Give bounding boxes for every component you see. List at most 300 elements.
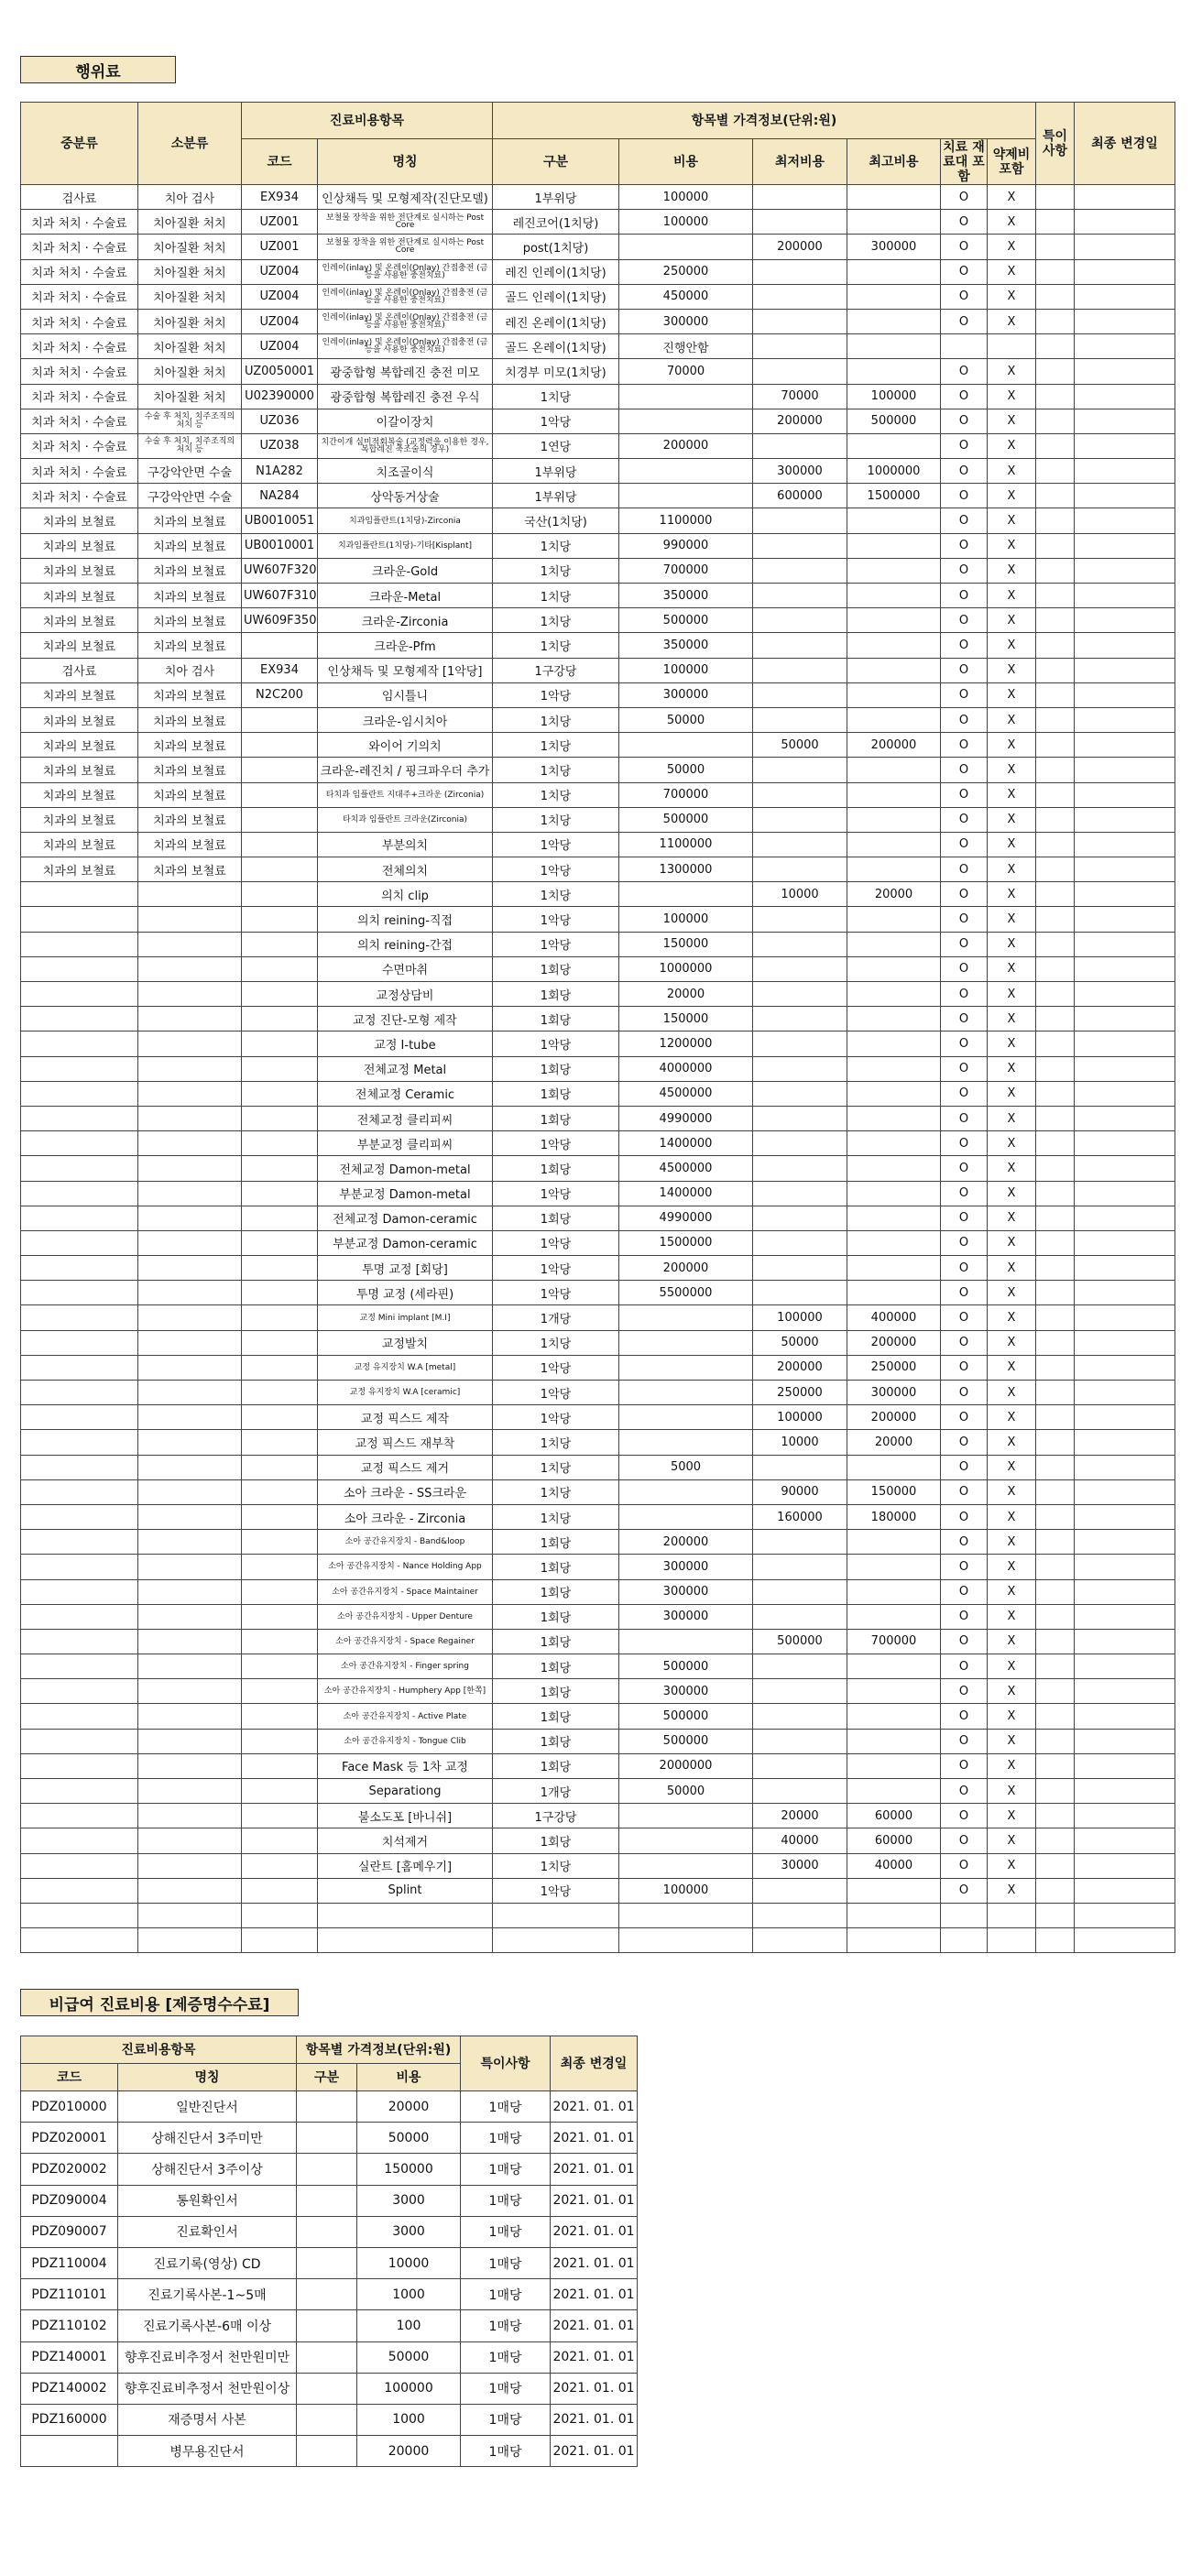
cell-changed: 2021. 01. 01 xyxy=(551,2185,638,2216)
cell-max-cost xyxy=(847,433,941,458)
cell-drug: X xyxy=(988,832,1036,857)
cell-code xyxy=(242,758,318,782)
cell-max-cost: 300000 xyxy=(847,1381,941,1405)
table-row xyxy=(21,459,1175,484)
cell-mid-category xyxy=(21,1629,138,1654)
cell-name: 인레이(inlay) 및 온레이(Onlay) 간접충전 (금 등을 사용한 충전치료) xyxy=(318,259,493,284)
cell-material: O xyxy=(941,758,988,782)
cell-special xyxy=(1036,1903,1075,1927)
cell-changed xyxy=(1075,1430,1175,1455)
cell-sub-category: 치아질환 처치 xyxy=(138,235,242,259)
cell-sub-category xyxy=(138,1928,242,1953)
cell-min-cost xyxy=(753,1704,847,1729)
cell-mid-category: 치과 처치 · 수술료 xyxy=(21,384,138,409)
cell-changed xyxy=(1075,982,1175,1007)
cell-special xyxy=(1036,1455,1075,1479)
cell-type: 1치당 xyxy=(493,1330,619,1355)
cell-sub-category xyxy=(138,1330,242,1355)
table-row xyxy=(21,882,1175,907)
cell-mid-category: 치과의 보철료 xyxy=(21,633,138,658)
cell-code xyxy=(242,882,318,907)
table-row xyxy=(21,1679,1175,1704)
cell-code xyxy=(242,1555,318,1579)
cell-name: 진료기록사본-1~5매 xyxy=(118,2279,297,2310)
cell-cost xyxy=(619,235,753,259)
cell-min-cost xyxy=(753,1256,847,1281)
cell-min-cost xyxy=(753,1206,847,1230)
cell-special xyxy=(1036,1007,1075,1031)
cell-type xyxy=(297,2154,357,2185)
cell-material: O xyxy=(941,1853,988,1878)
cell-changed: 2021. 01. 01 xyxy=(551,2123,638,2154)
cell-code xyxy=(242,1903,318,1927)
cell-material: O xyxy=(941,508,988,533)
cell-sub-category xyxy=(138,1779,242,1804)
cell-changed: 2021. 01. 01 xyxy=(551,2436,638,2467)
cell-code xyxy=(242,1753,318,1778)
cell-changed xyxy=(1075,1579,1175,1604)
cell-cost: 4000000 xyxy=(619,1056,753,1081)
cell-material: O xyxy=(941,558,988,583)
cell-code: UZ004 xyxy=(242,309,318,333)
cell-max-cost xyxy=(847,1081,941,1106)
cell-mid-category: 검사료 xyxy=(21,185,138,210)
cell-changed xyxy=(1075,1479,1175,1504)
cell-special xyxy=(1036,658,1075,682)
cell-mid-category xyxy=(21,1106,138,1130)
cell-material: O xyxy=(941,733,988,758)
cell-name: 크라운-Zirconia xyxy=(318,608,493,633)
cell-type: 1회당 xyxy=(493,1753,619,1778)
cell-code: N2C200 xyxy=(242,682,318,707)
cell-name: 크라운-Pfm xyxy=(318,633,493,658)
cell-sub-category: 치과의 보철료 xyxy=(138,782,242,807)
cell-special xyxy=(1036,334,1075,359)
cell-name: 인레이(inlay) 및 온레이(Onlay) 간접충전 (금 등을 사용한 충전치료) xyxy=(318,309,493,333)
cell-type: 1부위당 xyxy=(493,459,619,484)
cell-name: 향후진료비추정서 천만원이상 xyxy=(118,2373,297,2404)
cell-mid-category xyxy=(21,1031,138,1056)
cell-type: 레진 온레이(1치당) xyxy=(493,309,619,333)
header-name: 명칭 xyxy=(118,2064,297,2091)
cell-min-cost: 50000 xyxy=(753,733,847,758)
cell-name: 임시틀니 xyxy=(318,682,493,707)
cell-max-cost xyxy=(847,857,941,882)
cell-min-cost xyxy=(753,1579,847,1604)
cell-sub-category xyxy=(138,1007,242,1031)
cell-code xyxy=(242,1355,318,1380)
cell-material: O xyxy=(941,1106,988,1130)
cell-max-cost: 1500000 xyxy=(847,484,941,508)
cell-type: 1치당 xyxy=(493,758,619,782)
table-row xyxy=(21,1753,1175,1778)
cell-code xyxy=(242,1181,318,1206)
cell-cost: 100000 xyxy=(619,907,753,932)
cell-special xyxy=(1036,235,1075,259)
cell-code xyxy=(242,1629,318,1654)
cell-min-cost xyxy=(753,508,847,533)
cell-code xyxy=(242,1729,318,1753)
cell-material xyxy=(941,1928,988,1953)
table-row xyxy=(21,384,1175,409)
cell-code: UW609F350 xyxy=(242,608,318,633)
cell-changed xyxy=(1075,1031,1175,1056)
cell-sub-category xyxy=(138,1579,242,1604)
cell-sub-category: 치아 검사 xyxy=(138,185,242,210)
cell-drug: X xyxy=(988,1056,1036,1081)
cell-changed xyxy=(1075,1131,1175,1156)
cell-cost xyxy=(619,1828,753,1853)
cell-max-cost xyxy=(847,956,941,981)
cell-min-cost xyxy=(753,309,847,333)
cell-name: 광중합형 복합레진 충전 미모 xyxy=(318,359,493,384)
cell-cost: 50000 xyxy=(619,758,753,782)
cell-sub-category xyxy=(138,1629,242,1654)
table-row xyxy=(21,2310,638,2341)
cell-changed xyxy=(1075,782,1175,807)
cell-type: 1치당 xyxy=(493,533,619,558)
cell-mid-category xyxy=(21,1455,138,1479)
table-row xyxy=(21,682,1175,707)
cell-type: 치경부 미모(1치당) xyxy=(493,359,619,384)
cell-changed xyxy=(1075,1081,1175,1106)
cell-max-cost: 200000 xyxy=(847,733,941,758)
cell-max-cost xyxy=(847,284,941,309)
cell-type xyxy=(297,2279,357,2310)
table-row xyxy=(21,584,1175,608)
cell-mid-category xyxy=(21,1579,138,1604)
cell-cost: 10000 xyxy=(357,2247,461,2278)
cell-min-cost xyxy=(753,1679,847,1704)
cell-special xyxy=(1036,882,1075,907)
cell-drug: X xyxy=(988,384,1036,409)
cell-special xyxy=(1036,1779,1075,1804)
table-row xyxy=(21,1031,1175,1056)
cell-material: O xyxy=(941,1828,988,1853)
cell-code xyxy=(242,1206,318,1230)
cell-cost: 300000 xyxy=(619,1679,753,1704)
cell-mid-category xyxy=(21,907,138,932)
cell-name: 재증명서 사본 xyxy=(118,2404,297,2435)
cell-special: 1매당 xyxy=(461,2154,551,2185)
cell-special xyxy=(1036,533,1075,558)
cell-material: O xyxy=(941,882,988,907)
cell-special xyxy=(1036,459,1075,484)
cell-code xyxy=(242,982,318,1007)
cell-sub-category xyxy=(138,1604,242,1629)
cell-min-cost xyxy=(753,682,847,707)
cell-max-cost xyxy=(847,359,941,384)
cell-changed xyxy=(1075,1181,1175,1206)
cell-drug: X xyxy=(988,1729,1036,1753)
cell-max-cost xyxy=(847,1281,941,1305)
cell-cost xyxy=(619,459,753,484)
cell-special: 1매당 xyxy=(461,2185,551,2216)
cell-code: UZ001 xyxy=(242,235,318,259)
cell-drug: X xyxy=(988,1430,1036,1455)
cell-drug: X xyxy=(988,1206,1036,1230)
cell-material: O xyxy=(941,309,988,333)
cell-material: O xyxy=(941,1654,988,1679)
cell-min-cost: 70000 xyxy=(753,384,847,409)
cell-code: UZ004 xyxy=(242,284,318,309)
cell-drug: X xyxy=(988,235,1036,259)
cell-changed xyxy=(1075,484,1175,508)
table-row xyxy=(21,1181,1175,1206)
cell-mid-category: 치과의 보철료 xyxy=(21,857,138,882)
cell-mid-category: 치과 처치 · 수술료 xyxy=(21,459,138,484)
cell-code xyxy=(242,1704,318,1729)
cell-mid-category: 치과 처치 · 수술료 xyxy=(21,484,138,508)
cell-drug: X xyxy=(988,608,1036,633)
cell-mid-category xyxy=(21,1206,138,1230)
cell-min-cost xyxy=(753,1779,847,1804)
cell-min-cost: 10000 xyxy=(753,882,847,907)
cell-drug: X xyxy=(988,758,1036,782)
cell-material: O xyxy=(941,459,988,484)
cell-cost xyxy=(619,384,753,409)
cell-cost: 20000 xyxy=(619,982,753,1007)
table-row xyxy=(21,2154,638,2185)
cell-mid-category xyxy=(21,1156,138,1181)
cell-type: 1개당 xyxy=(493,1305,619,1330)
cell-code: U02390000 xyxy=(242,384,318,409)
cell-max-cost xyxy=(847,758,941,782)
cell-min-cost xyxy=(753,1056,847,1081)
cell-name: 소아 공간유지장치 - Tongue Clib xyxy=(318,1729,493,1753)
cell-special xyxy=(1036,1853,1075,1878)
cell-mid-category: 치과 처치 · 수술료 xyxy=(21,433,138,458)
cell-special xyxy=(1036,956,1075,981)
cell-special xyxy=(1036,1056,1075,1081)
cell-code xyxy=(242,807,318,832)
cell-material: O xyxy=(941,1381,988,1405)
cell-changed xyxy=(1075,1903,1175,1927)
table-row xyxy=(21,1928,1175,1953)
cell-code xyxy=(242,1604,318,1629)
cell-type: 1연당 xyxy=(493,433,619,458)
cell-mid-category: 치과의 보철료 xyxy=(21,682,138,707)
cell-material: O xyxy=(941,210,988,235)
cell-special xyxy=(1036,484,1075,508)
cell-cost: 1400000 xyxy=(619,1131,753,1156)
cell-material: O xyxy=(941,1779,988,1804)
header-material: 치료 재료대 포함 xyxy=(941,139,988,185)
cell-type: 1치당 xyxy=(493,782,619,807)
cell-max-cost xyxy=(847,682,941,707)
table-row xyxy=(21,2123,638,2154)
cell-drug: X xyxy=(988,1654,1036,1679)
cell-cost: 3000 xyxy=(357,2185,461,2216)
table-row xyxy=(21,608,1175,633)
cell-cost: 150000 xyxy=(357,2154,461,2185)
cell-max-cost xyxy=(847,334,941,359)
cell-special xyxy=(1036,907,1075,932)
cell-sub-category: 치아 검사 xyxy=(138,658,242,682)
cell-changed xyxy=(1075,508,1175,533)
cell-changed xyxy=(1075,956,1175,981)
cell-min-cost xyxy=(753,1530,847,1555)
cell-drug xyxy=(988,1928,1036,1953)
cell-code: PDZ010000 xyxy=(21,2091,118,2123)
cell-name: 상해진단서 3주미만 xyxy=(118,2123,297,2154)
cell-material: O xyxy=(941,1305,988,1330)
cell-material: O xyxy=(941,1206,988,1230)
cell-name: 부분교정 클리피씨 xyxy=(318,1131,493,1156)
cell-special xyxy=(1036,1181,1075,1206)
table-row xyxy=(21,1256,1175,1281)
cell-code xyxy=(242,1031,318,1056)
cell-max-cost: 20000 xyxy=(847,1430,941,1455)
cell-special xyxy=(1036,1081,1075,1106)
cell-sub-category: 치과의 보철료 xyxy=(138,682,242,707)
cell-cost: 100000 xyxy=(619,210,753,235)
cell-code xyxy=(242,1081,318,1106)
header-special: 특이 사항 xyxy=(1036,103,1075,185)
cell-type: 1악당 xyxy=(493,409,619,433)
table-row xyxy=(21,508,1175,533)
cell-type: 1악당 xyxy=(493,1256,619,1281)
cell-material xyxy=(941,334,988,359)
cell-max-cost: 40000 xyxy=(847,1853,941,1878)
cell-mid-category xyxy=(21,1007,138,1031)
cell-cost: 350000 xyxy=(619,633,753,658)
cell-min-cost xyxy=(753,533,847,558)
cell-max-cost: 20000 xyxy=(847,882,941,907)
cell-cost xyxy=(619,484,753,508)
cell-changed xyxy=(1075,1405,1175,1430)
cell-code xyxy=(242,1479,318,1504)
cell-max-cost xyxy=(847,1007,941,1031)
cell-name: 보철물 장착을 위한 전단계로 실시하는 Post Core xyxy=(318,210,493,235)
cell-material: O xyxy=(941,857,988,882)
cell-name: 소아 공간유지장치 - Band&loop xyxy=(318,1530,493,1555)
cell-min-cost xyxy=(753,1007,847,1031)
cell-material: O xyxy=(941,1604,988,1629)
cell-type xyxy=(297,2091,357,2123)
cell-type xyxy=(297,2404,357,2435)
header-changed: 최종 변경일 xyxy=(1075,103,1175,185)
cell-drug: X xyxy=(988,1504,1036,1529)
cell-drug: X xyxy=(988,1479,1036,1504)
cell-sub-category: 치과의 보철료 xyxy=(138,707,242,732)
cell-min-cost xyxy=(753,1928,847,1953)
cell-material: O xyxy=(941,484,988,508)
cell-changed xyxy=(1075,1928,1175,1953)
cell-sub-category xyxy=(138,1555,242,1579)
cell-changed xyxy=(1075,1604,1175,1629)
cell-min-cost xyxy=(753,707,847,732)
cell-type: 1치당 xyxy=(493,1479,619,1504)
cell-cost xyxy=(619,1405,753,1430)
cell-drug: X xyxy=(988,1804,1036,1828)
cell-min-cost xyxy=(753,1081,847,1106)
cell-mid-category xyxy=(21,1430,138,1455)
cell-sub-category xyxy=(138,1281,242,1305)
cell-cost: 300000 xyxy=(619,1604,753,1629)
cell-changed xyxy=(1075,1230,1175,1255)
cell-code: EX934 xyxy=(242,185,318,210)
cell-material: O xyxy=(941,1056,988,1081)
cell-special: 1매당 xyxy=(461,2091,551,2123)
cell-name: 진료기록사본-6매 이상 xyxy=(118,2310,297,2341)
cell-special xyxy=(1036,1704,1075,1729)
cell-max-cost xyxy=(847,1928,941,1953)
cell-type xyxy=(493,1903,619,1927)
cell-drug: X xyxy=(988,1704,1036,1729)
table-row xyxy=(21,484,1175,508)
cell-mid-category xyxy=(21,1704,138,1729)
cell-type: 1회당 xyxy=(493,982,619,1007)
cell-code xyxy=(242,1853,318,1878)
cell-name: 상해진단서 3주이상 xyxy=(118,2154,297,2185)
cell-changed xyxy=(1075,807,1175,832)
table-row xyxy=(21,1455,1175,1479)
cell-max-cost: 700000 xyxy=(847,1629,941,1654)
cell-name: 보철물 장착을 위한 전단계로 실시하는 Post Core xyxy=(318,235,493,259)
cell-changed xyxy=(1075,733,1175,758)
cell-name: 소아 공간유지장치 - Upper Denture xyxy=(318,1604,493,1629)
cell-cost: 500000 xyxy=(619,807,753,832)
cell-cost: 50000 xyxy=(619,707,753,732)
cell-type: 골드 온레이(1치당) xyxy=(493,334,619,359)
cell-changed xyxy=(1075,1530,1175,1555)
cell-code xyxy=(242,1530,318,1555)
cell-cost: 1000 xyxy=(357,2279,461,2310)
cell-drug: X xyxy=(988,409,1036,433)
cell-cost: 5000 xyxy=(619,1455,753,1479)
cell-type: 1치당 xyxy=(493,1455,619,1479)
cell-drug: X xyxy=(988,359,1036,384)
cell-special xyxy=(1036,259,1075,284)
cell-cost: 4990000 xyxy=(619,1206,753,1230)
cell-sub-category: 치아질환 처치 xyxy=(138,210,242,235)
cell-code xyxy=(242,1405,318,1430)
cell-min-cost xyxy=(753,758,847,782)
cell-type: 1치당 xyxy=(493,608,619,633)
cell-min-cost xyxy=(753,1455,847,1479)
cell-type: 1회당 xyxy=(493,1679,619,1704)
cell-drug: X xyxy=(988,1405,1036,1430)
cell-type: 1회당 xyxy=(493,1056,619,1081)
cell-material: O xyxy=(941,584,988,608)
header-min-cost: 최저비용 xyxy=(753,139,847,185)
cell-changed xyxy=(1075,1504,1175,1529)
cell-sub-category xyxy=(138,1256,242,1281)
cell-min-cost: 10000 xyxy=(753,1430,847,1455)
cell-changed xyxy=(1075,907,1175,932)
cell-type: 1악당 xyxy=(493,907,619,932)
table-row xyxy=(21,758,1175,782)
cell-mid-category xyxy=(21,1281,138,1305)
cell-min-cost: 160000 xyxy=(753,1504,847,1529)
cell-cost: 100000 xyxy=(619,185,753,210)
cell-drug: X xyxy=(988,733,1036,758)
cell-sub-category xyxy=(138,1206,242,1230)
cell-cost: 50000 xyxy=(357,2341,461,2373)
table-row xyxy=(21,982,1175,1007)
cell-mid-category xyxy=(21,1355,138,1380)
cell-min-cost xyxy=(753,1156,847,1181)
cell-cost: 300000 xyxy=(619,309,753,333)
cell-name: 투명 교정 [회당] xyxy=(318,1256,493,1281)
cell-max-cost xyxy=(847,1654,941,1679)
cell-changed: 2021. 01. 01 xyxy=(551,2247,638,2278)
cell-material: O xyxy=(941,1679,988,1704)
table-row xyxy=(21,284,1175,309)
cell-cost: 100000 xyxy=(619,658,753,682)
cell-max-cost xyxy=(847,1206,941,1230)
